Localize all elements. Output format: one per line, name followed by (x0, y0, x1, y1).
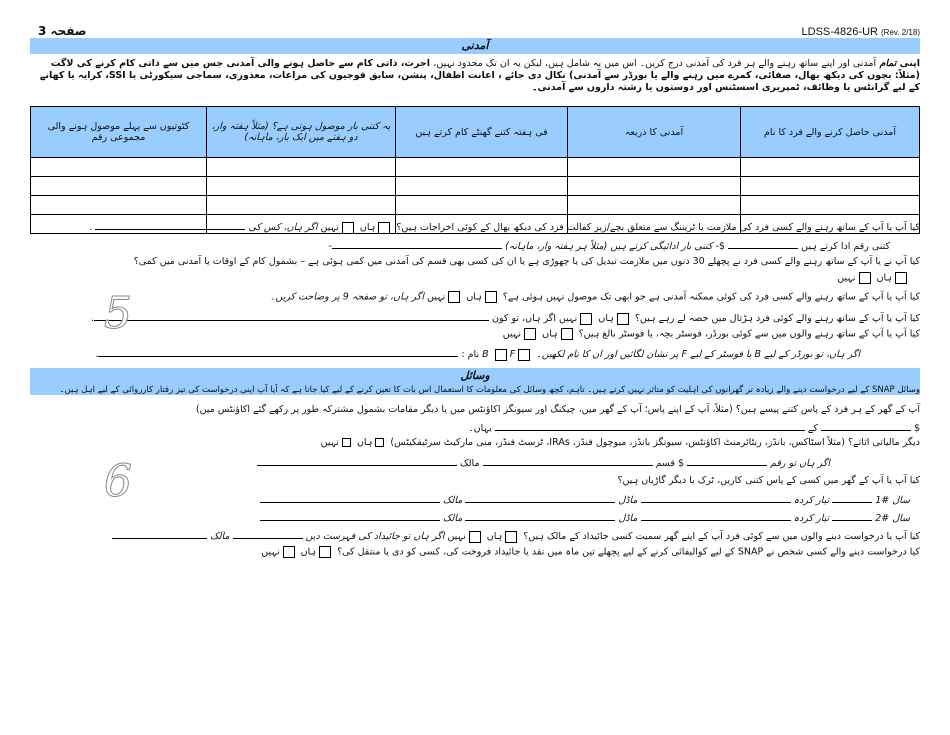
q3-if-yes: اگر ہاں، تو صفحہ 9 پر وضاحت کریں۔ (269, 291, 424, 303)
col-gross: کٹوتیوں سے پہلے موصول ہونے والی مجموعی رقم (31, 107, 207, 158)
b-label: B (482, 349, 489, 360)
income-q2 (134, 256, 920, 267)
r-q5-no-checkbox[interactable] (283, 546, 295, 558)
resources-q3 (617, 475, 920, 486)
q5-f-checkbox[interactable] (495, 349, 507, 361)
cell-input[interactable] (568, 158, 741, 177)
cell-input[interactable] (31, 158, 207, 177)
vehicle2-make-label: تیار کردہ (793, 513, 830, 524)
resources-q1-line (468, 420, 920, 434)
form-code: LDSS-4826-UR (801, 26, 878, 38)
income-q1: کیا آپ یا آپ کے ساتھ رہنے والے کسی فرد کی ملازمت یا ٹریننگ سے متعلق بچے/زیرِ کفالت فرد کی دیکھ بھال کے کوئی اخراجات ہیں؟ ہاں نہیں اگر ہاں، کس کی . (89, 219, 920, 234)
cell-input[interactable] (741, 177, 920, 196)
r-q2-owner-label: مالک (460, 458, 480, 469)
income-q3 (270, 291, 920, 303)
q4-yes-checkbox[interactable] (617, 313, 629, 325)
income-q2-options (837, 272, 910, 284)
cell-input[interactable] (568, 177, 741, 196)
yes-label: ہاں (486, 531, 503, 542)
col-hours: فی ہفتہ کتنے گھنٹے کام کرتے ہیں (396, 107, 568, 158)
q5-name-field[interactable] (98, 346, 458, 357)
yes-label: ہاں (356, 437, 373, 448)
q5-text: کیا آپ یا آپ کے ساتھ رہنے والوں میں سے کوئی بورڈر، فوسٹر بچہ، یا فوسٹر بالغ ہیں؟ (578, 328, 920, 340)
yes-label: ہاں (359, 222, 376, 233)
r-q4-owner-label: مالک (210, 531, 230, 542)
resources-q1 (30, 404, 920, 416)
r-q2-yes-checkbox[interactable] (375, 438, 384, 447)
no-label: نہیں (502, 328, 522, 340)
r-q1-owner-field[interactable] (495, 420, 805, 431)
q3-no-checkbox[interactable] (448, 291, 460, 303)
r-q3-text: کیا آپ یا آپ کے گھر میں کسی کے پاس کتنی کاریں، ٹرک یا دیگر گاڑیاں ہیں؟ (617, 475, 920, 486)
income-table (30, 106, 920, 234)
q2-yes-checkbox[interactable] (895, 272, 907, 284)
cell-input[interactable] (741, 158, 920, 177)
page-number: صفحہ 3 (38, 24, 87, 38)
r-q1-dollar: $ (913, 423, 920, 434)
q1-whose-field[interactable] (95, 219, 245, 230)
r-q2-type-field[interactable] (483, 455, 653, 466)
form-id (802, 26, 920, 38)
r-q2-no-checkbox[interactable] (342, 438, 351, 447)
yes-label: ہاں (598, 313, 614, 324)
resources-q4 (112, 528, 920, 543)
vehicle1-make-field[interactable] (641, 492, 791, 503)
r-q1-amount-field[interactable] (821, 420, 911, 431)
q4-no-checkbox[interactable] (580, 313, 592, 325)
cell-input[interactable] (568, 196, 741, 215)
q1-yes-checkbox[interactable] (378, 222, 390, 234)
r-q2-if-yes: اگر ہاں تو رقم (770, 458, 830, 469)
q1b-freq-label: کتنی بار ادائیگی کرتے ہیں (مثلاً ہر ہفتہ وار، ماہانہ) (505, 241, 713, 252)
q3-yes-checkbox[interactable] (485, 291, 497, 303)
r-q1-text: آپ کے گھر کے ہر فرد کے پاس کتنے پیسے ہیں؟ (مثلاً، آپ کے اپنے پاس؛ آپ کے گھر میں، چیکنگ اور سیونگز اکاؤنٹس میں یا دیگر مقامات بشمول مشترکہ طور پر رکھے گئے اکاؤنٹس میں) (195, 404, 920, 415)
yes-label: ہاں (300, 546, 317, 558)
r-q4-no-checkbox[interactable] (469, 531, 481, 543)
vehicle1-model-label: ماڈل (618, 495, 638, 506)
cell-input[interactable] (207, 177, 396, 196)
income-q5 (503, 328, 920, 340)
form-revision: (Rev. 2/18) (881, 28, 920, 37)
vehicle2-owner-label: مالک (442, 513, 463, 524)
yes-label: ہاں (876, 272, 892, 284)
q5-note-text: اگر ہاں، تو بورڈر کے لیے B یا فوسٹر کے لیے F پر نشان لگائیں اور ان کا نام لکھیں۔ (536, 349, 860, 360)
r-q5-yes-checkbox[interactable] (319, 546, 331, 558)
cell-input[interactable] (207, 196, 396, 215)
table-row (31, 177, 920, 196)
income-q1b: کتنی رقم ادا کرتے ہیں $- کتنی بار ادائیگی کرتے ہیں (مثلاً ہر ہفتہ وار، ماہانہ) - (329, 238, 890, 252)
q2-text: کیا آپ نے یا آپ کے ساتھ رہنے والے کسی فرد نے پچھلے 30 دنوں میں ملازمت تبدیل کی یا چھوڑی ہے یا ان کی کسی بھی قسم کی آمدنی میں کمی ہوئی ہے – بشمول کام کے اوقات یا آمدنی میں کمی؟ (133, 256, 920, 267)
yes-label: ہاں (466, 291, 482, 303)
section-number-5: 5 (104, 288, 132, 339)
cell-input[interactable] (396, 177, 568, 196)
vehicle2-model-label: ماڈل (618, 513, 638, 524)
vehicle-row-2 (260, 510, 910, 524)
f-label: F (509, 349, 516, 360)
resources-q5 (261, 546, 920, 558)
cell-input[interactable] (31, 196, 207, 215)
vehicle2-year-field[interactable] (832, 510, 872, 521)
r-q2-owner-field[interactable] (257, 455, 457, 466)
q1b-amount-field[interactable] (728, 238, 798, 249)
resources-intro: وسائل SNAP کے لیے درخواست دینے والے زیادہ تر گھرانوں کی اہلیت کو متاثر نہیں کرتے ہیں۔ تاہم، کچھ وسائل کی معلومات کا استعمال اس بات کا تعین کرنے کے لیے کیا جاتا ہے کہ آیا آپ اپنی درخواست کی تیز رفتار کارروائی کے لیے اہل ہیں۔ (30, 384, 920, 395)
cell-input[interactable] (31, 177, 207, 196)
r-q4-if-yes: اگر ہاں تو جائیداد کی فہرست دیں (305, 531, 445, 542)
no-label: نہیں (426, 291, 446, 303)
q1b-amount-label: کتنی رقم ادا کرتے ہیں (801, 241, 890, 252)
table-row (31, 196, 920, 215)
q5-yes-checkbox[interactable] (561, 328, 573, 340)
income-text1: آمدنی اور اپنے ساتھ رہنے والے ہر فرد کی آمدنی درج کریں۔ اس میں یہ شامل ہیں، لیکن یہ ان تک محدود نہیں، (433, 58, 877, 69)
income-section-header: آمدنی (30, 38, 920, 54)
table-row (31, 158, 920, 177)
q5-no-checkbox[interactable] (524, 328, 536, 340)
vehicle-row-1 (260, 492, 910, 506)
vehicle2-model-field[interactable] (465, 510, 615, 521)
vehicle1-year-field[interactable] (832, 492, 872, 503)
r-q5-text: کیا درخواست دینے والے کسی شخص نے SNAP کے لیے کوالیفائی کرنے کے لیے پچھلے تین ماہ میں نقد یا جائیداد فروخت کی، کسی کو دی یا منتقل کی؟ (337, 546, 920, 558)
q4-if-yes: اگر ہاں، تو کون (492, 313, 556, 324)
section-number-6: 6 (104, 456, 132, 507)
r-q1-here: یہاں۔ (468, 423, 492, 434)
no-label: نہیں (837, 272, 856, 284)
vehicle1-owner-label: مالک (442, 495, 463, 506)
r-q2-dollar: $ (677, 458, 685, 469)
income-all: تمام (879, 58, 897, 69)
q5-b-checkbox[interactable] (518, 349, 530, 361)
income-prefix: اپنی (899, 58, 920, 69)
income-text2: اجرت، ذاتی کام سے حاصل ہونے والی آمدنی جس میں سے ذاتی کام کرنے کی لاگت (مثلاً: بچوں کی دیکھ بھال، صفائی، کمرے میں رہنے والے یا بورڈر سے آمدنی) نکال دی جائے ، اعانت اطفال، پنشن، سابق فوجیوں کی مراعات، معذوری، سماجی سیکورٹی یا SSI، کرایہ یا کھانے کے لیے گرانٹس یا وظائف، ٹمپریری اسسٹنس اور دوستوں یا رشتہ داروں سے آمدنی۔ (39, 58, 920, 93)
resources-q2 (321, 437, 920, 448)
r-q4-yes-checkbox[interactable] (505, 531, 517, 543)
r-q2-type-label: قسم (655, 458, 675, 469)
cell-input[interactable] (396, 158, 568, 177)
no-label: نہیں (261, 546, 280, 558)
col-source: آمدنی کا ذریعہ (568, 107, 741, 158)
no-label: نہیں (320, 222, 339, 233)
vehicle2-owner-field[interactable] (260, 510, 440, 521)
name-label: نام : (461, 349, 480, 360)
r-q2-text: دیگر مالیاتی اثاثے؟ (مثلاً اسٹاکس، بانڈز، ریٹائرمنٹ اکاؤنٹس، سیونگز بانڈز، میوچول فنڈز، IRAs، ٹرسٹ فنڈز، منی مارکیٹ سرٹیفکیٹس) (390, 437, 920, 448)
r-q4-text: کیا آپ یا درخواست دینے والوں میں سے کوئی فرد آپ کے اپنے گھر سمیت کسی جائیداد کے مالک ہیں؟ (523, 531, 920, 542)
cell-input[interactable] (207, 158, 396, 177)
vehicle1-model-field[interactable] (465, 492, 615, 503)
q1b-dollar: $- (715, 241, 726, 252)
vehicle1-make-label: تیار کردہ (793, 495, 830, 506)
q1-text: کیا آپ یا آپ کے ساتھ رہنے والے کسی فرد کی ملازمت یا ٹریننگ سے متعلق بچے/زیرِ کفالت فرد کی دیکھ بھال کے کوئی اخراجات ہیں؟ (396, 222, 920, 233)
q1b-freq-field[interactable] (332, 238, 502, 249)
vehicle2-make-field[interactable] (641, 510, 791, 521)
no-label: نہیں (447, 531, 466, 542)
q2-no-checkbox[interactable] (859, 272, 871, 284)
r-q4-property-field[interactable] (233, 528, 303, 539)
resources-section-header: وسائل (30, 368, 920, 384)
income-instructions (30, 58, 920, 94)
vehicle2-year-label: سال #2 (875, 513, 910, 524)
resources-q2-line (257, 455, 830, 469)
q4-who-field[interactable] (94, 310, 489, 321)
cell-input[interactable] (741, 196, 920, 215)
no-label: نہیں (559, 313, 578, 324)
q1-if-yes: اگر ہاں، کس کی (248, 222, 318, 233)
yes-label: ہاں (542, 328, 558, 340)
cell-input[interactable] (396, 196, 568, 215)
q3-text: کیا آپ یا آپ کے ساتھ رہنے والے کسی فرد کی کوئی ممکنہ آمدنی ہے جو ابھی تک موصول نہیں ہوئی ہے؟ (502, 291, 920, 303)
r-q2-amount-field[interactable] (687, 455, 767, 466)
col-name: آمدنی حاصل کرنے والے فرد کا نام (741, 107, 920, 158)
q4-text: کیا آپ یا آپ کے ساتھ رہنے والے کوئی فرد ہڑتال میں حصہ لے رہے ہیں؟ (634, 313, 920, 324)
vehicle1-year-label: سال #1 (875, 495, 910, 506)
vehicle1-owner-field[interactable] (260, 492, 440, 503)
q1-no-checkbox[interactable] (342, 222, 354, 234)
income-q4: کیا آپ یا آپ کے ساتھ رہنے والے کوئی فرد ہڑتال میں حصہ لے رہے ہیں؟ ہاں نہیں اگر ہاں، تو کون . (91, 310, 920, 325)
col-frequency: یہ کتنی بار موصول ہوتی ہے؟ (مثلاً ہفتہ وار، دو ہفتے میں ایک بار، ماہانہ) (207, 107, 396, 158)
r-q1-ke: کے (807, 423, 818, 434)
r-q4-owner-field[interactable] (112, 528, 207, 539)
no-label: نہیں (320, 437, 339, 448)
income-q5-note: اگر ہاں، تو بورڈر کے لیے B یا فوسٹر کے لیے F پر نشان لگائیں اور ان کا نام لکھیں۔ B F نام : . (95, 346, 860, 361)
